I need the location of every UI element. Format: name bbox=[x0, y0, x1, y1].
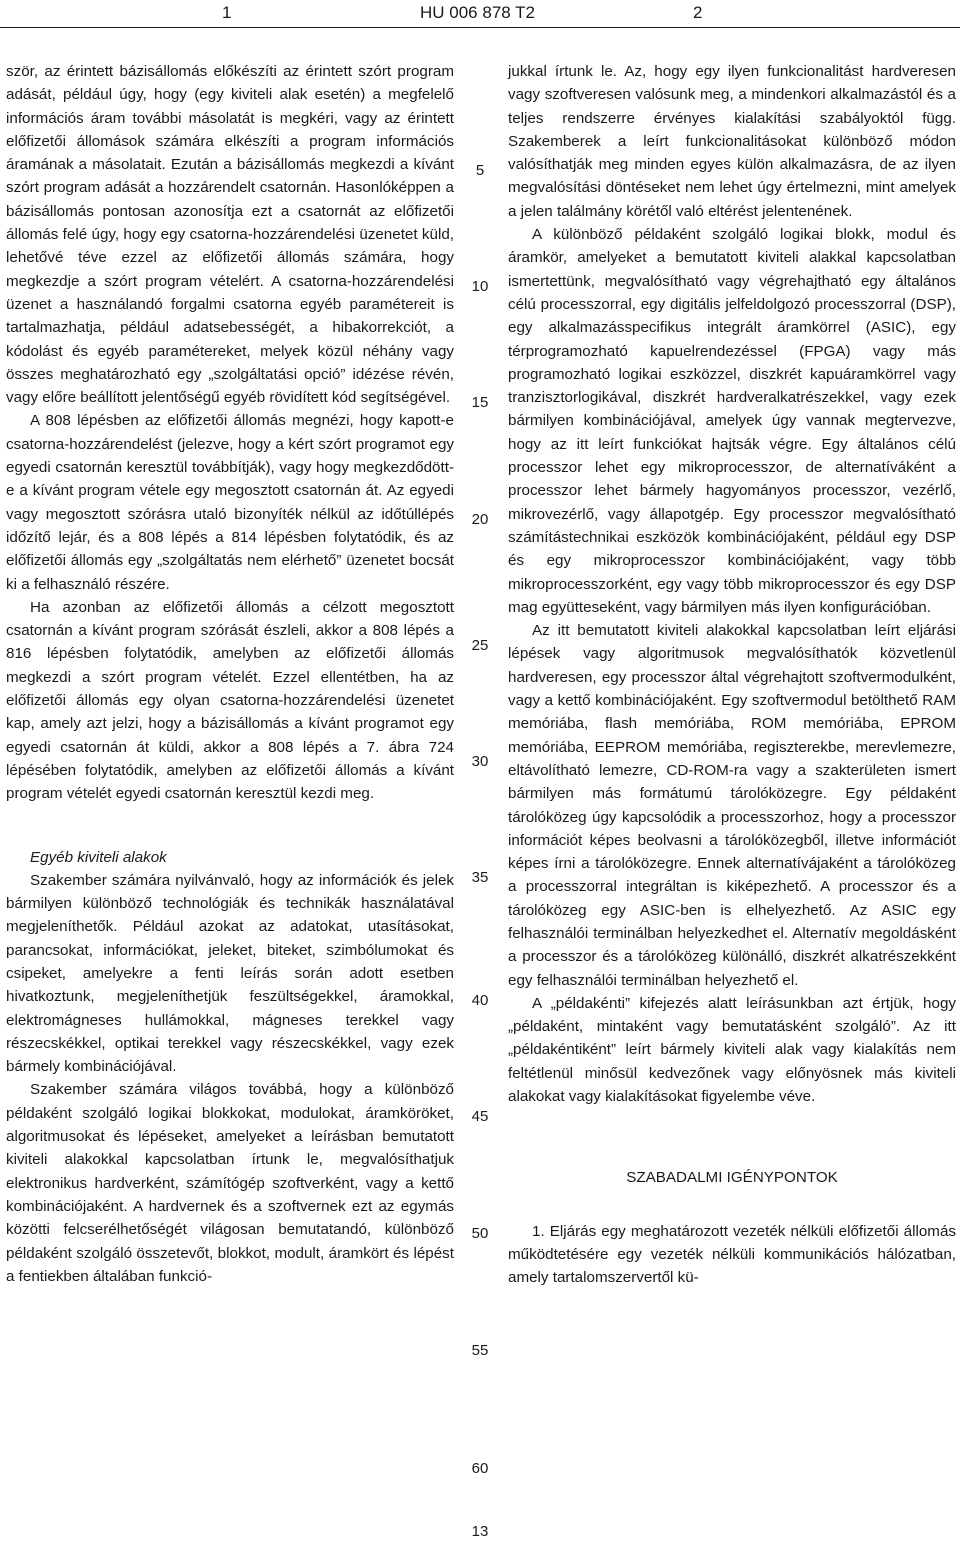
line-number: 50 bbox=[471, 1225, 489, 1242]
left-page-number: 1 bbox=[222, 3, 232, 22]
left-paragraph-2: A 808 lépésben az előfizetői állomás megnézi, hogy kapott-e csatorna-hozzárendelést (jelezve, hogy a kért szórt programot egy egyedi csatornán keresztül továbbítják), vagy hogy megkezdődött-e a kívánt program vétele egy megosztott csatornán át. Az egyedi vagy megosztott szórásra utaló bizonyíték nélkül az időtúllépés időzítő lejár, és a 808 lépés a 814 lépésben folytatódik, és az előfizetői állomás egy „szolgáltatás nem elérhető” üzenetet bocsát ki a felhasználó részére. bbox=[6, 412, 454, 593]
right-paragraph-3: Az itt bemutatott kiviteli alakokkal kapcsolatban leírt eljárási lépések vagy algoritmusok megvalósíthatók közvetlenül hardveresen, egy processzor által végrehajtott szoftvermodulként, vagy a kettő kombinációjaként. Egy szoftvermodul betölthető RAM memóriába, flash memóriába, ROM memóriába, EPROM memóriába, EEPROM memóriába, regiszterekbe, merevlemezre, eltávolítható lemezre, CD-ROM-ra vagy a szakterületen ismert bármilyen más formátumú tárolóközegre. Egy példaként tárolóközeg úgy kapcsolódik a processzorhoz, hogy a processzor információt képes beolvasni a tárolóközegből, illetve információt képes írni a tárolóközegre. Ennek alternatívájaként a tárolóközeg a processzorral integráltan is kiképezhető. A processzor és a tárolóközeg egy ASIC-ben is elhelyezhető. Az ASIC egy felhasználói terminálban helyezkedhet el. Alternatív megoldásként a processzor és a tárolóközeg különálló, diszkrét alkatrészekként egy felhasználói terminálban helyezhető el. bbox=[508, 622, 956, 989]
right-column bbox=[508, 60, 956, 1290]
page-number: 13 bbox=[471, 1523, 489, 1540]
right-paragraph-1: jukkal írtunk le. Az, hogy egy ilyen funkcionalitást hardveresen vagy szoftveresen valósunk meg, a mindenkori alkalmazástól és a teljes rendszerre érvényes kialakítási szabályoktól függ. Szakemberek a leírt funkcionalitásokat különböző módon valósíthatják meg minden egyes külön alkalmazásra, de az ilyen megvalósítási döntéseket nem lehet úgy értelmezni, mint amelyek a jelen találmány körétől való eltérést jelentenének. bbox=[508, 63, 956, 220]
line-number: 30 bbox=[471, 753, 489, 770]
left-column bbox=[6, 60, 454, 1288]
left-paragraph-5: Szakember számára világos továbbá, hogy a különböző példaként szolgáló logikai blokkokat, modulokat, áramköröket, algoritmusokat és lépéseket, amelyeket a leírásban bemutatott kiviteli alakokkal kapcsolatban írtunk le, megvalósíthatjuk elektronikus hardverként, számítógép szoftverként, vagy a kettő kombinációjaként. A hardvernek és a szoftvernek ezt az egymás közötti felcserélhetőségét világosan bemutatandó, különböző példaként szolgáló összetevőt, blokkot, modult, áramkört és lépést a fentiekben általában funkció- bbox=[6, 1081, 454, 1285]
right-paragraph-4: A „példakénti” kifejezés alatt leírásunkban azt értjük, hogy „példaként, mintaként vagy bemutatásként szolgáló”. Az itt „példakéntiként” leírt bármely kiviteli alak vagy kialakítás nem feltétlenül minősül kedvezőnek vagy előnyösnek más kiviteli alakokat vagy kialakításokat figyelembe véve. bbox=[508, 994, 956, 1106]
line-number: 20 bbox=[471, 511, 489, 528]
patent-number: HU 006 878 T2 bbox=[420, 3, 535, 22]
left-paragraph-1: ször, az érintett bázisállomás előkészíti az érintett szórt program adását, például úgy, hogy (egy kiviteli alak esetén) a megfelelő információs áram további másolatát is megkéri, vagy az érintett előfizetői állomások számára elkészíti a program információs áramának a másolatait. Ezután a bázisállomás megkezdi a kívánt szórt program adását a hozzárendelt csatornán. Hasonlóképpen a bázisállomás pontosan azonosítja ezt a csatornát az előfizetői állomás felé úgy, hogy egy csatorna-hozzárendelési üzenetet küld, lehetővé téve ezzel az előfizetői állomás számára, hogy megkezdje a szórt program vételért. A csatorna-hozzárendelési üzenet a használandó forgalmi csatorna egyéb paramétereit is tartalmazhatja, például adatsebességét, a hibakorrekciót, a kódolást és egyéb paramétereket, melyek közül néhány vagy összes meghatározható egy „szolgáltatási opció” idézése révén, vagy előre beállított jelentőségű egyéb rövidített kód segítségével. bbox=[6, 63, 454, 407]
line-number: 10 bbox=[471, 278, 489, 295]
line-number: 25 bbox=[471, 637, 489, 654]
line-number: 15 bbox=[471, 394, 489, 411]
line-number: 35 bbox=[471, 869, 489, 886]
left-paragraph-4: Szakember számára nyilvánvaló, hogy az információk és jelek bármilyen különböző technológiák és technikák használatával megjeleníthetők. Például azokat az adatokat, utasításokat, parancsokat, információkat, jeleket, biteket, szimbólumokat és csipeket, amelyekre a fenti leírás során adott esetben hivatkoztunk, megjeleníthetjük feszültségekkel, áramokkal, elektromágneses hullámokkal, mágneses terekkel vagy részecskékkel, optikai terekkel vagy részecskékkel, vagy ezek bármely kombinációjával. bbox=[6, 871, 454, 1076]
page-header bbox=[0, 2, 960, 28]
line-number: 5 bbox=[475, 162, 485, 179]
header-rule bbox=[0, 27, 960, 28]
section-title: Egyéb kiviteli alakok bbox=[30, 848, 167, 866]
line-number: 40 bbox=[471, 992, 489, 1009]
line-number: 55 bbox=[471, 1342, 489, 1359]
right-page-number: 2 bbox=[693, 3, 703, 22]
left-paragraph-3: Ha azonban az előfizetői állomás a célzott megosztott csatornán a kívánt program szórását észleli, akkor a 808 lépés a 816 lépésben folytatódik, amelyben az előfizetői állomás megkezdi a szórt program vételét. Ezzel ellentétben, ha az előfizetői állomás egy olyan csatorna-hozzárendelési üzenetet kap, amely azt jelzi, hogy a bázisállomás a kívánt programot egy egyedi csatornán át küldi, akkor a 808 lépés a 7. ábra 724 lépésében folytatódik, amelyben az előfizetői állomás a kívánt program vételét egyedi csatornán keresztül kezdi meg. bbox=[6, 598, 454, 803]
right-paragraph-2: A különböző példaként szolgáló logikai blokk, modul és áramkör, amelyeket a bemutatott kiviteli alakkal kapcsolatban ismertettünk, megvalósítható vagy végrehajtható egy általános célú processzorral, egy digitális jelfeldolgozó processzorral (DSP), egy alkalmazásspecifikus integrált áramkörrel (ASIC), egy térprogramozható kapuelrendezéssel (FPGA) vagy más programozható logikai eszközzel, diszkrét kapuáramkörrel vagy tranzisztorlogikával, diszkrét hardveralkatrészekkel, vagy ezek bármilyen kombinációjával, amelyek úgy vannak megtervezve, hogy az itt leírt funkciókat hajtsák végre. Egy általános célú processzor lehet egy mikroprocesszor, de alternatíváként a processzor lehet bármely hagyományos processzor, vezérlő, mikrovezérlő, vagy állapotgép. Egy processzor megvalósítható számítástechnikai eszközök kombinációjaként, például egy DSP és egy mikroprocesszor kombinációjaként, vagy több mikroprocesszorként, egy vagy több mikroprocesszor és egy DSP mag együtteseként, vagy bármilyen más ilyen konfigurációban. bbox=[508, 226, 956, 616]
claims-heading: SZABADALMI IGÉNYPONTOK bbox=[626, 1169, 838, 1187]
right-paragraph-5: 1. Eljárás egy meghatározott vezeték nélküli előfizetői állomás működtetésére egy vezeték nélküli kommunikációs hálózatban, amely tartalomszervertől kü- bbox=[508, 1222, 956, 1287]
line-number: 45 bbox=[471, 1108, 489, 1125]
line-number: 60 bbox=[471, 1460, 489, 1477]
